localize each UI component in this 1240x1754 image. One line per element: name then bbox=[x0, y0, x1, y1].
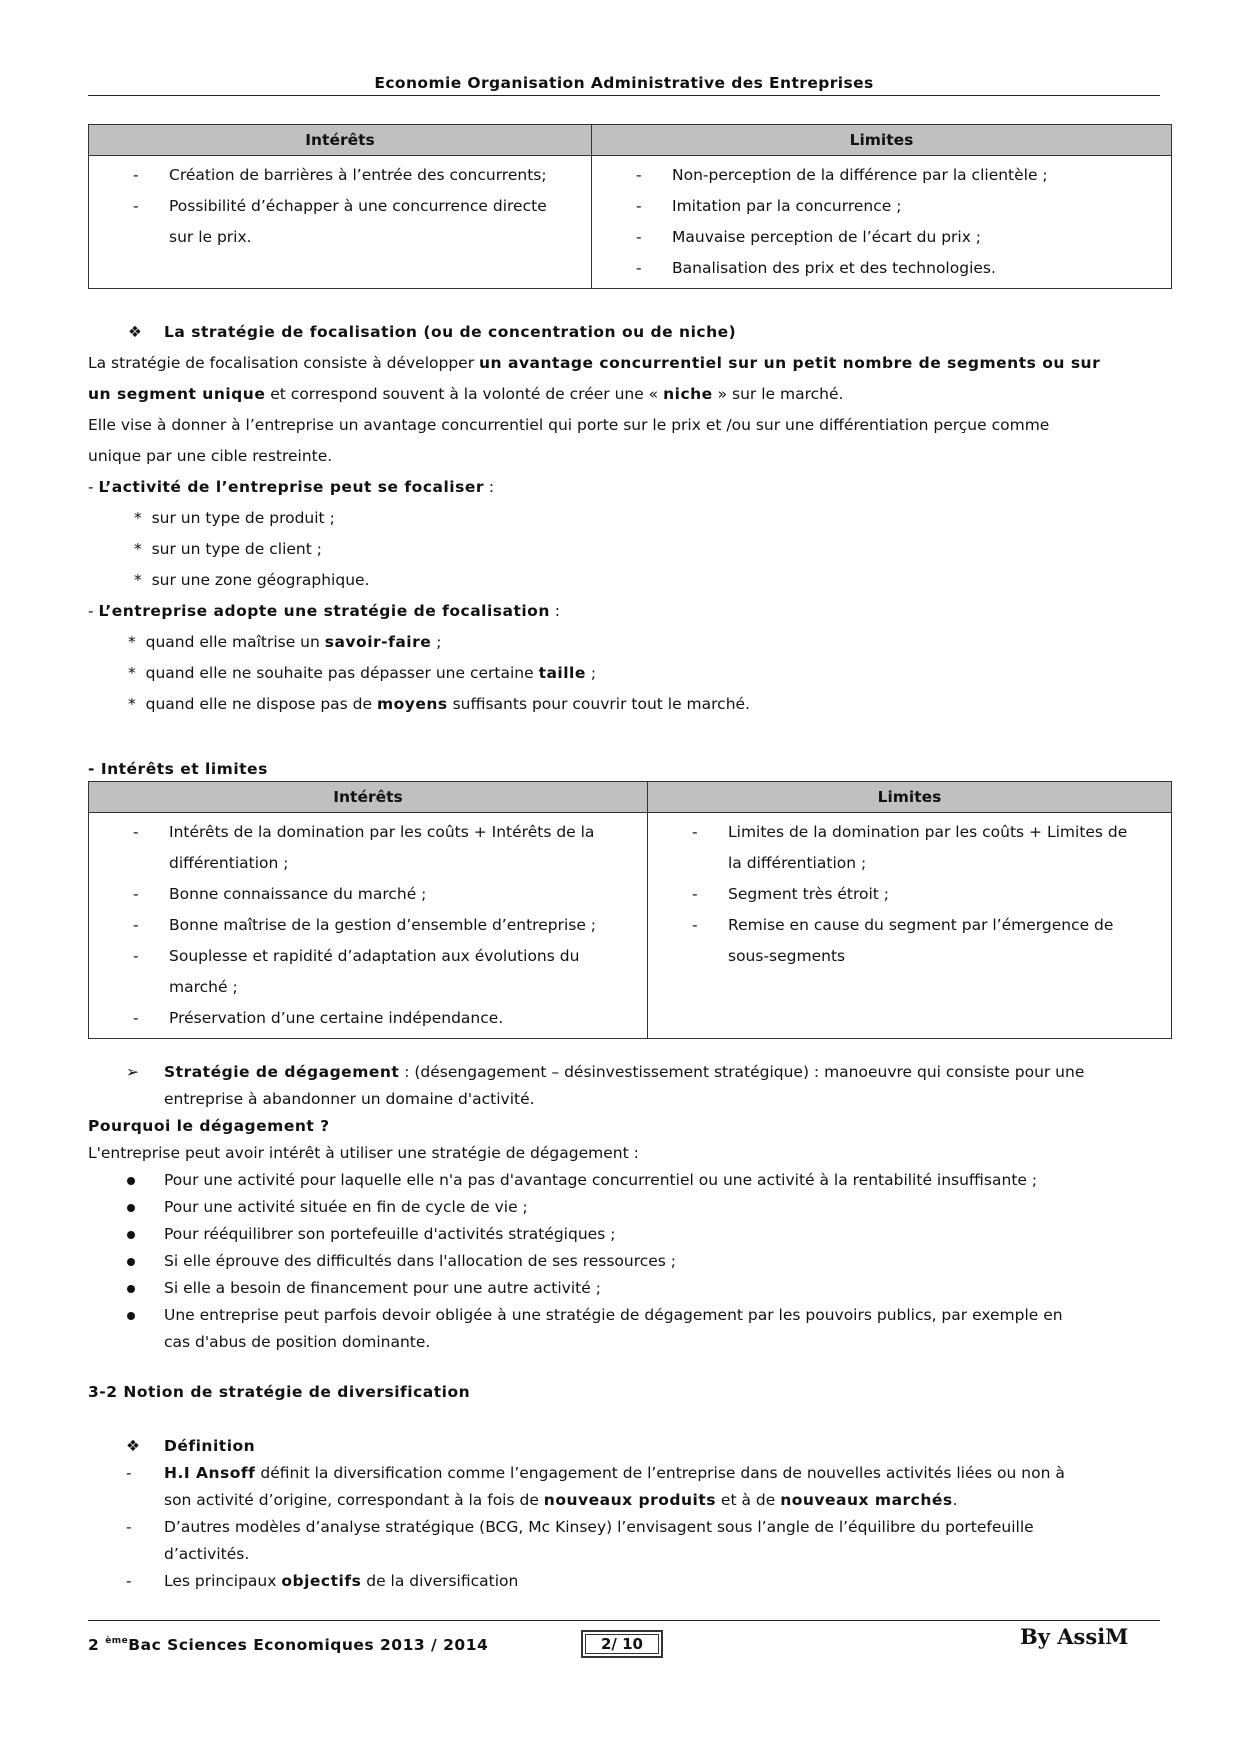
bullet-dot-icon bbox=[127, 1177, 135, 1185]
author-signature: By AssiM bbox=[1020, 1624, 1129, 1649]
list-item: - Remise en cause du segment par l’émergence de sous-segments bbox=[692, 916, 1114, 965]
degagement-intro: L'entreprise peut avoir intérêt à utiliser une stratégie de dégagement : bbox=[88, 1144, 639, 1162]
footer-rule bbox=[88, 1620, 1160, 1621]
page-number: 2/ 10 bbox=[600, 1635, 643, 1653]
list-item: Pour une activité pour laquelle elle n'a pas d'avantage concurrentiel ou une activité à la rentabilité insuffisante ; bbox=[88, 1167, 1160, 1194]
list-item: * quand elle ne souhaite pas dépasser une certaine taille ; bbox=[128, 664, 597, 682]
table2-header-limites: Limites bbox=[648, 782, 1172, 813]
focalisation-list2-title: - L’entreprise adopte une stratégie de focalisation : bbox=[88, 602, 561, 620]
degagement-section bbox=[88, 1059, 1160, 1356]
table1-limites-cell bbox=[592, 156, 1172, 289]
focalisation-heading: ❖ La stratégie de focalisation (ou de concentration ou de niche) bbox=[88, 317, 1160, 348]
diversification-section-title: 3-2 Notion de stratégie de diversification bbox=[88, 1383, 471, 1401]
list-item: - Limites de la domination par les coûts + Limites de la différentiation ; bbox=[692, 823, 1128, 872]
table2-header-interets: Intérêts bbox=[89, 782, 648, 813]
table1-header-limites: Limites bbox=[592, 125, 1172, 156]
page-number-box bbox=[581, 1630, 663, 1658]
list-item: * quand elle ne dispose pas de moyens suffisants pour couvrir tout le marché. bbox=[128, 695, 750, 713]
interets-limites-table-focalisation bbox=[88, 781, 1172, 1039]
bullet-dot-icon bbox=[127, 1312, 135, 1320]
table2-limites-cell bbox=[648, 813, 1172, 1039]
diversification-definition-block bbox=[88, 1433, 1160, 1595]
list-item: Si elle a besoin de financement pour une autre activité ; bbox=[88, 1275, 1160, 1302]
focalisation-paragraph2-line1: Elle vise à donner à l’entreprise un avantage concurrentiel qui porte sur le prix et /ou sur une différentiation perçue comme bbox=[88, 416, 1050, 434]
degagement-why-heading: Pourquoi le dégagement ? bbox=[88, 1117, 330, 1135]
bullet-dot-icon bbox=[127, 1258, 135, 1266]
list-item: * sur une zone géographique. bbox=[134, 571, 370, 589]
table1-header-interets: Intérêts bbox=[89, 125, 592, 156]
list-item: Si elle éprouve des difficultés dans l'allocation de ses ressources ; bbox=[88, 1248, 1160, 1275]
list-item: Pour rééquilibrer son portefeuille d'activités stratégiques ; bbox=[88, 1221, 1160, 1248]
list-item: - Banalisation des prix et des technologies. bbox=[636, 259, 996, 277]
focalisation-section bbox=[88, 317, 1160, 720]
focalisation-paragraph-line2: un segment unique et correspond souvent à la volonté de créer une « niche » sur le marché. bbox=[88, 385, 844, 403]
list-item: * sur un type de client ; bbox=[134, 540, 322, 558]
diamond-bullet-icon: ❖ bbox=[128, 323, 142, 341]
list-item: * quand elle maîtrise un savoir-faire ; bbox=[128, 633, 442, 651]
arrow-bullet-icon: ➢ bbox=[126, 1063, 139, 1081]
document-header-title: Economie Organisation Administrative des Entreprises bbox=[374, 74, 874, 92]
list-item: - Non-perception de la différence par la clientèle ; bbox=[636, 166, 1048, 184]
list-item: * sur un type de produit ; bbox=[134, 509, 335, 527]
list-item: - Bonne connaissance du marché ; bbox=[133, 885, 427, 903]
list-item: - Possibilité d’échapper à une concurrence directe sur le prix. bbox=[133, 197, 547, 246]
list-item: - Segment très étroit ; bbox=[692, 885, 889, 903]
header-rule bbox=[88, 95, 1160, 96]
list-item: - Imitation par la concurrence ; bbox=[636, 197, 902, 215]
bullet-dot-icon bbox=[127, 1231, 135, 1239]
footer-level: 2 $^{ème}$Bac Sciences Economiques 2013 / 2014 bbox=[88, 1636, 489, 1654]
bullet-dot-icon bbox=[127, 1285, 135, 1293]
degagement-definition: ➢ Stratégie de dégagement : (désengagement – désinvestissement stratégique) : manoeuvre qui consiste pour une entreprise à abandonner un domaine d'activité. bbox=[88, 1059, 1160, 1113]
list-item: - H.I Ansoff définit la diversification comme l’engagement de l’entreprise dans de nouvelles activités liées ou non à son activité d’origine, correspondant à la fois de nouveaux produits et à de nouveaux marchés. bbox=[126, 1464, 1065, 1509]
list-item: - Souplesse et rapidité d’adaptation aux évolutions du marché ; bbox=[133, 947, 580, 996]
list-item: - Intérêts de la domination par les coûts + Intérêts de la différentiation ; bbox=[133, 823, 595, 872]
focalisation-paragraph-line1: La stratégie de focalisation consiste à développer un avantage concurrentiel sur un petit nombre de segments ou sur bbox=[88, 354, 1101, 372]
list-item: - Préservation d’une certaine indépendance. bbox=[133, 1009, 504, 1027]
interets-limites-title: - Intérêts et limites bbox=[88, 760, 268, 778]
list-item: Une entreprise peut parfois devoir obligée à une stratégie de dégagement par les pouvoirs publics, par exemple en cas d'abus de position dominante. bbox=[88, 1302, 1160, 1356]
list-item: - Les principaux objectifs de la diversification bbox=[126, 1572, 519, 1590]
list-item: - Bonne maîtrise de la gestion d’ensemble d’entreprise ; bbox=[133, 916, 597, 934]
interets-limites-table-differentiation bbox=[88, 124, 1172, 289]
diamond-bullet-icon: ❖ bbox=[126, 1437, 140, 1455]
list-item: - D’autres modèles d’analyse stratégique (BCG, Mc Kinsey) l’envisagent sous l’angle de l’équilibre du portefeuille d’activités. bbox=[126, 1518, 1034, 1563]
focalisation-list1-title: - L’activité de l’entreprise peut se focaliser : bbox=[88, 478, 495, 496]
list-item: Pour une activité située en fin de cycle de vie ; bbox=[88, 1194, 1160, 1221]
table1-interets-cell bbox=[89, 156, 592, 289]
focalisation-paragraph2-line2: unique par une cible restreinte. bbox=[88, 447, 333, 465]
definition-heading: ❖ Définition bbox=[88, 1433, 1160, 1460]
table2-interets-cell bbox=[89, 813, 648, 1039]
bullet-dot-icon bbox=[127, 1204, 135, 1212]
list-item: - Mauvaise perception de l’écart du prix ; bbox=[636, 228, 982, 246]
list-item: - Création de barrières à l’entrée des concurrents; bbox=[133, 166, 547, 184]
